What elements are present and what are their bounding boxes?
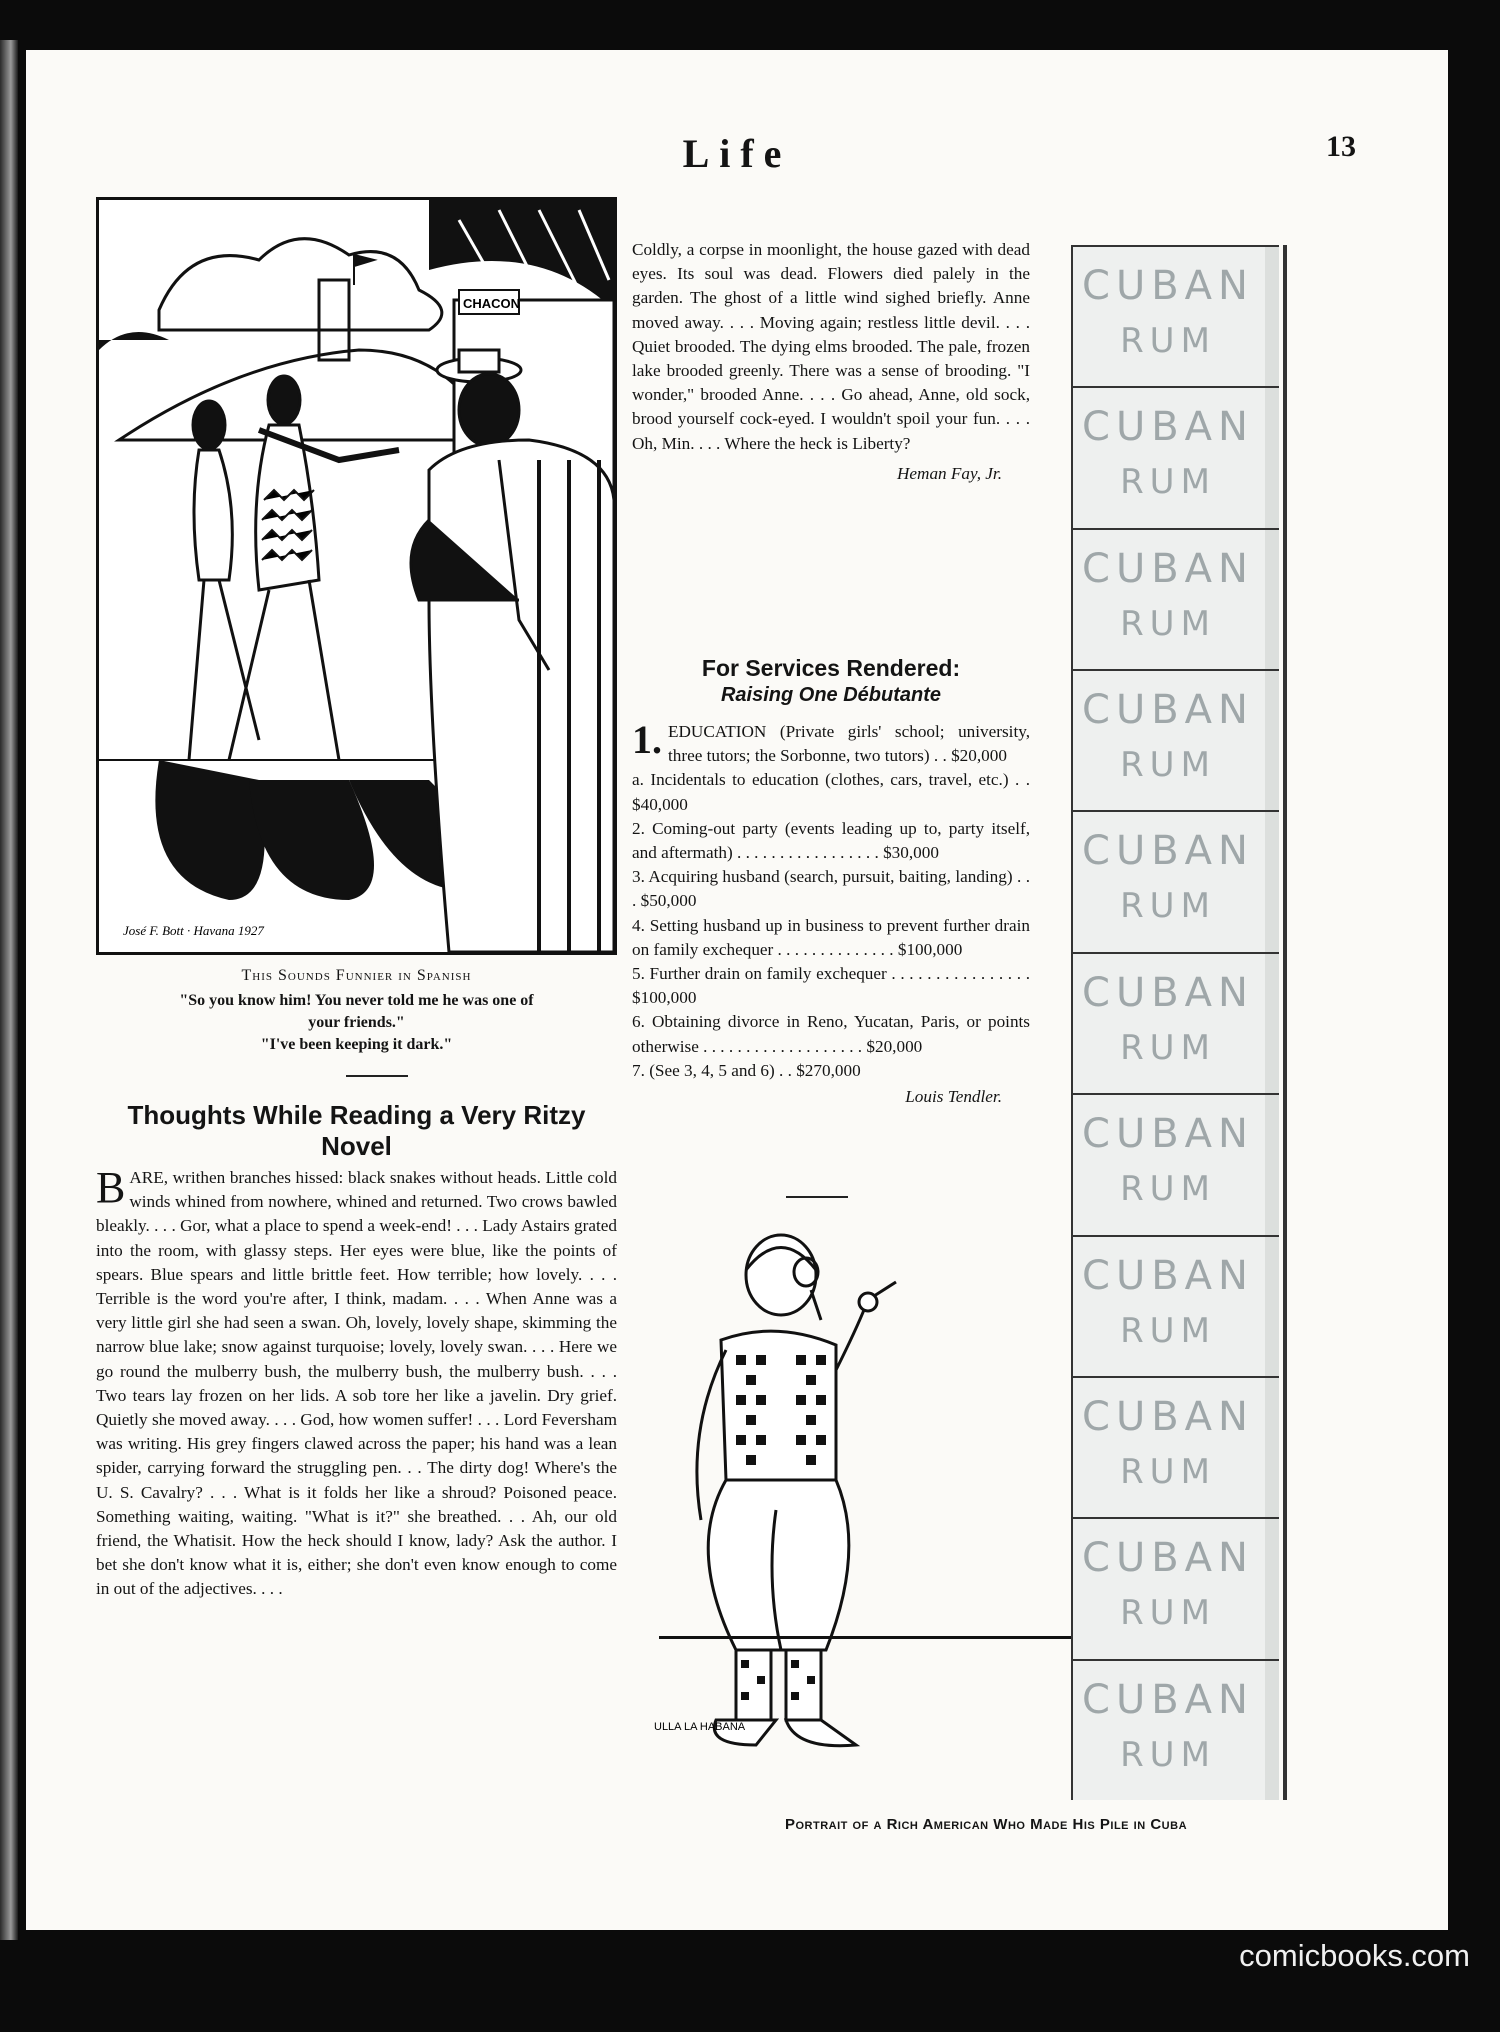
brick-label-line1: CUBAN <box>1082 1676 1254 1723</box>
list-item: 5. Further drain on family exchequer . . . . . . . . . . . . . . . . $100,000 <box>632 964 1030 1008</box>
cartoon1-caption-line1: "So you know him! You never told me he was one of <box>179 992 534 1009</box>
brick-label-line2: RUM <box>1120 321 1216 361</box>
article1-dropcap: B <box>96 1163 126 1212</box>
shop-sign: CHACON <box>463 296 521 311</box>
rum-brick <box>1073 952 1279 1093</box>
cartoon1-signature: José F. Bott · Havana 1927 <box>123 923 264 938</box>
brick-label-line2: RUM <box>1120 1734 1216 1775</box>
article1-paragraph: ARE, writhen branches hissed: black snakes without heads. Little cold winds whined from nowhere, whined and returned. Two crows bawled bleakly. . . . Gor, what a place to spend a week-end! . . . Lady Astairs grated into the room, with glassy steps. Her eyes were blue, like the points of spears. Blue spears and little brittle feet. How terrible; how lovely. . . . Terrible is the word you're after, I think, madam. . . . When Anne was a very little girl she had seen a swan. Oh, lovely, lovely shape, skimming the narrow blue lake; snow against turquoise; lovely, lovely swan. . . . Here we go round the mulberry bush, the mulberry bush, the mulberry bush. . . . Two tears lay frozen on her lids. A sob tore her like a javelin. Dry grief. Quietly she moved away. . . . God, how women suffer! . . . Lord Feversham was writing. His grey fingers clawed across the paper; his hand was a lean spider, carrying forward the struggling pen. . . The dirty dog! Where's the U. S. Cavalry? . . . What is it folds her like a shroud? Poisoned peace. Something waiting, waiting. "What is it?" she breathed. . . Ah, our old friend, the Whatisit. How the heck should I know, lady? Ask the author. I bet she don't know what it is, either; she don't even know enough to come in out of the adjectives. . . . <box>96 1168 617 1599</box>
list-item: 3. Acquiring husband (search, pursuit, baiting, landing) . . . $50,000 <box>632 867 1030 911</box>
list-item: 7. (See 3, 4, 5 and 6) . . $270,000 <box>632 1060 861 1080</box>
rum-brick <box>1073 1235 1279 1376</box>
ground-line <box>659 1636 1075 1639</box>
cartoon1-caption-line2: your friends." <box>308 1014 405 1031</box>
divider-rule <box>786 1196 848 1198</box>
brick-label-line1: CUBAN <box>1082 1252 1254 1299</box>
brick-label-line2: RUM <box>1120 1027 1216 1068</box>
article2-list <box>632 717 1030 1109</box>
rum-brick <box>1073 528 1279 669</box>
brick-label-line1: CUBAN <box>1082 1393 1254 1440</box>
brick-label-line2: RUM <box>1120 462 1216 503</box>
masthead-title: Life <box>682 131 792 176</box>
article1-author: Heman Fay, Jr. <box>896 463 1002 483</box>
article1-body <box>96 1163 617 1602</box>
list-item: 2. Coming-out party (events leading up to, party itself, and aftermath) . . . . . . . . . . . . . . . . . $30,000 <box>632 818 1030 863</box>
rum-brick <box>1073 1659 1279 1800</box>
page-number: 13 <box>1326 130 1356 163</box>
rum-brick <box>1073 669 1279 810</box>
rum-brick <box>1073 386 1279 527</box>
brick-label-line1: CUBAN <box>1082 828 1254 875</box>
cartoon2-signature: ULLA LA HABANA <box>654 1721 746 1733</box>
rum-brick <box>1073 810 1279 951</box>
magazine-page <box>26 50 1448 1930</box>
rum-brick <box>1073 1517 1279 1658</box>
cartoon2-caption: Portrait of a Rich American Who Made His Pile in Cuba <box>784 1816 1188 1833</box>
rum-brick <box>1073 1093 1279 1234</box>
brick-label-line1: CUBAN <box>1082 404 1254 451</box>
street-scene-illustration <box>99 200 614 952</box>
list-number: 1. <box>632 717 662 762</box>
brick-label-line1: CUBAN <box>1082 1111 1254 1158</box>
article2-title: For Services Rendered: <box>701 655 961 681</box>
brick-label-line1: CUBAN <box>1082 545 1254 592</box>
site-watermark: comicbooks.com <box>1239 1938 1470 1973</box>
article1-continued-paragraph: Coldly, a corpse in moonlight, the house gazed with dead eyes. Its soul was dead. Flowers died palely in the garden. The ghost of a little wind sighed briefly. Anne moved away. . . . Moving again; restless little devil. . . . Quiet brooded. The dying elms brooded. The pale, frozen lake brooded greenly. There was a sense of brooding. "I wonder," brooded Anne. . . . Go ahead, Anne, old sock, brood yourself cock-eyed. I wouldn't spoil your fun. . . . Oh, Min. . . . Where the heck is Liberty? <box>632 240 1030 453</box>
cartoon-rich-american <box>646 1230 1046 1790</box>
article2-author: Louis Tendler. <box>905 1087 1002 1107</box>
brick-label-line2: RUM <box>1120 1169 1216 1210</box>
cuban-rum-tower <box>1071 245 1287 1800</box>
article1-headline: Thoughts While Reading a Very Ritzy Novel <box>127 1100 586 1161</box>
list-item: 6. Obtaining divorce in Reno, Yucatan, Paris, or points otherwise . . . . . . . . . . . . . . . . . . . $20,000 <box>632 1012 1030 1056</box>
list-item <box>632 717 1030 768</box>
rum-brick <box>1073 245 1279 386</box>
divider-rule <box>346 1075 408 1077</box>
brick-label-line2: RUM <box>1120 1451 1216 1492</box>
list-item-text: EDUCATION (Private girls' school; university, three tutors; the Sorbonne, two tutors) . . $20,000 <box>668 722 1030 766</box>
brick-label-line1: CUBAN <box>1082 1535 1254 1582</box>
rum-brick <box>1073 1376 1279 1517</box>
brick-label-line2: RUM <box>1120 603 1216 644</box>
brick-label-line1: CUBAN <box>1082 687 1254 734</box>
page-spine-edge <box>0 40 18 1940</box>
brick-label-line2: RUM <box>1120 1593 1216 1634</box>
list-item: 4. Setting husband up in business to prevent further drain on family exchequer . . . . . . . . . . . . . . $100,000 <box>632 915 1030 959</box>
article2-subtitle: Raising One Débutante <box>720 684 942 706</box>
brick-label-line2: RUM <box>1120 886 1216 927</box>
list-item: a. Incidentals to education (clothes, cars, travel, etc.) . . $40,000 <box>632 770 1030 814</box>
rich-american-illustration <box>646 1230 1046 1790</box>
brick-label-line1: CUBAN <box>1082 969 1254 1016</box>
cartoon1-caption-title: This Sounds Funnier in Spanish <box>241 967 472 984</box>
cartoon-street-scene <box>96 197 617 955</box>
brick-label-line2: RUM <box>1120 1310 1216 1351</box>
article1-continued <box>632 238 1030 486</box>
brick-label-line1: CUBAN <box>1082 263 1254 309</box>
brick-label-line2: RUM <box>1120 745 1216 786</box>
cartoon1-caption-line3: "I've been keeping it dark." <box>260 1036 453 1053</box>
